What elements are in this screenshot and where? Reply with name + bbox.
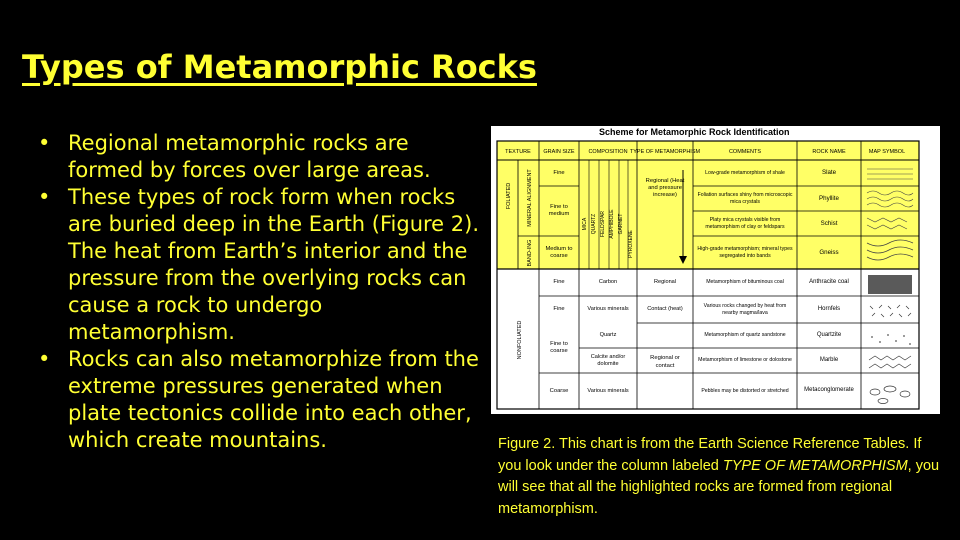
- grain-size-cell: Fine to coarse: [550, 341, 568, 354]
- marble-symbol: [869, 356, 911, 368]
- rock-name-cell: Anthracite coal: [809, 278, 849, 285]
- rock-name-cell: Metaconglomerate: [804, 387, 854, 394]
- chart-title: Scheme for Metamorphic Rock Identification: [599, 127, 790, 137]
- rock-name-cell: Slate: [821, 169, 837, 177]
- contact-label: Regional or contact: [650, 355, 680, 370]
- texture-banding: BAND-ING: [527, 239, 533, 267]
- slide-title: Types of Metamorphic Rocks: [22, 48, 537, 86]
- comments-cell: Platy mica crystals visible from metamorphism of clay or feldspars: [705, 217, 785, 230]
- header-rock-name: ROCK NAME: [812, 149, 846, 155]
- composition-cell: Various minerals: [587, 306, 629, 313]
- header-composition: COMPOSITION: [588, 149, 628, 155]
- header-map-symbol: MAP SYMBOL: [868, 149, 906, 155]
- grain-size-cell: Coarse: [549, 387, 569, 394]
- caption-emphasis: TYPE OF METAMORPHISM: [722, 457, 908, 474]
- bullet-item: • These types of rock form when rocks are buried deep in the Earth (Figure 2). The heat from Earth’s interior and the pressure from the overlying rocks can cause a rock to undergo metamorphism.: [38, 184, 488, 346]
- mineral-label: AMPHIBOLE: [609, 209, 615, 239]
- caption-text: , you will see that all the highlighted rocks are formed from regional metamorphism.: [498, 457, 940, 517]
- composition-cell: Various minerals: [587, 387, 629, 394]
- rock-name-cell: Schist: [820, 219, 838, 227]
- figure-caption: [498, 434, 948, 520]
- header-texture: TEXTURE: [505, 149, 531, 155]
- composition-cell: Carbon: [598, 279, 618, 286]
- rock-name-cell: Phyllite: [819, 194, 839, 202]
- bullet-item: • Rocks can also metamorphize from the extreme pressures generated when plate tectonics collide into each other, which create mountains.: [38, 346, 488, 454]
- comments-cell: Metamorphism of quartz sandstone: [704, 332, 786, 339]
- bullet-item: • Regional metamorphic rocks are formed by forces over large areas.: [38, 130, 488, 184]
- comments-cell: Metamorphism of bituminous coal: [706, 279, 784, 286]
- grain-size-cell: Fine: [553, 279, 565, 286]
- comments-cell: Pebbles may be distorted or stretched: [701, 387, 789, 394]
- comments-cell: Various rocks changed by heat from nearby magma/lava: [703, 303, 787, 316]
- texture-mineral-alignment: MINERAL ALIGNMENT: [527, 169, 533, 227]
- grain-size-cell: Fine: [553, 169, 565, 176]
- mineral-label: FELDSPAR: [600, 210, 606, 238]
- rock-name-cell: Hornfels: [817, 305, 841, 312]
- header-comments: COMMENTS: [728, 149, 762, 155]
- hornfels-symbol: [870, 305, 911, 317]
- texture-foliated: FOLIATED: [506, 182, 512, 210]
- header-grain-size: GRAIN SIZE: [543, 149, 575, 155]
- mineral-label: QUARTZ: [591, 213, 597, 235]
- metaconglomerate-symbol: [870, 386, 910, 404]
- regional-label: Regional (Heat and pressure increase): [645, 178, 685, 199]
- mineral-label: PYROXENE: [628, 230, 634, 258]
- mineral-label: GARNET: [618, 213, 624, 235]
- grain-size-cell: Fine: [553, 306, 565, 313]
- caption-text: Figure 2. This chart is from the Earth Science Reference Tables. If you look under the column labeled: [498, 436, 922, 474]
- comments-cell: Metamorphism of limestone or dolostone: [698, 357, 792, 364]
- comments-cell: Low-grade metamorphism of shale: [705, 169, 785, 176]
- anthracite-symbol: [868, 275, 912, 294]
- comments-cell: High-grade metamorphism; mineral types segregated into bands: [697, 246, 793, 259]
- comments-cell: Foliation surfaces shiny from microscopic mica crystals: [697, 192, 793, 205]
- type-cell: Contact (heat): [647, 306, 683, 313]
- quartzite-symbol: [871, 334, 911, 345]
- grain-size-cell: Fine to medium: [548, 204, 570, 217]
- texture-nonfoliated: NONFOLIATED: [517, 320, 523, 360]
- rock-name-cell: Marble: [819, 356, 839, 363]
- metamorphic-rock-chart: [491, 126, 940, 414]
- rock-name-cell: Quartzite: [816, 331, 842, 338]
- mineral-label: MICA: [582, 217, 588, 231]
- type-cell: Regional: [653, 279, 677, 286]
- grain-size-cell: Medium to coarse: [545, 245, 573, 259]
- bullet-list: [38, 130, 488, 454]
- header-type-of-metamorphism: TYPE OF METAMORPHISM: [629, 149, 701, 155]
- composition-cell: Quartz: [599, 332, 617, 339]
- rock-name-cell: Gneiss: [819, 248, 839, 256]
- composition-cell: Calcite and/or dolomite: [590, 353, 626, 367]
